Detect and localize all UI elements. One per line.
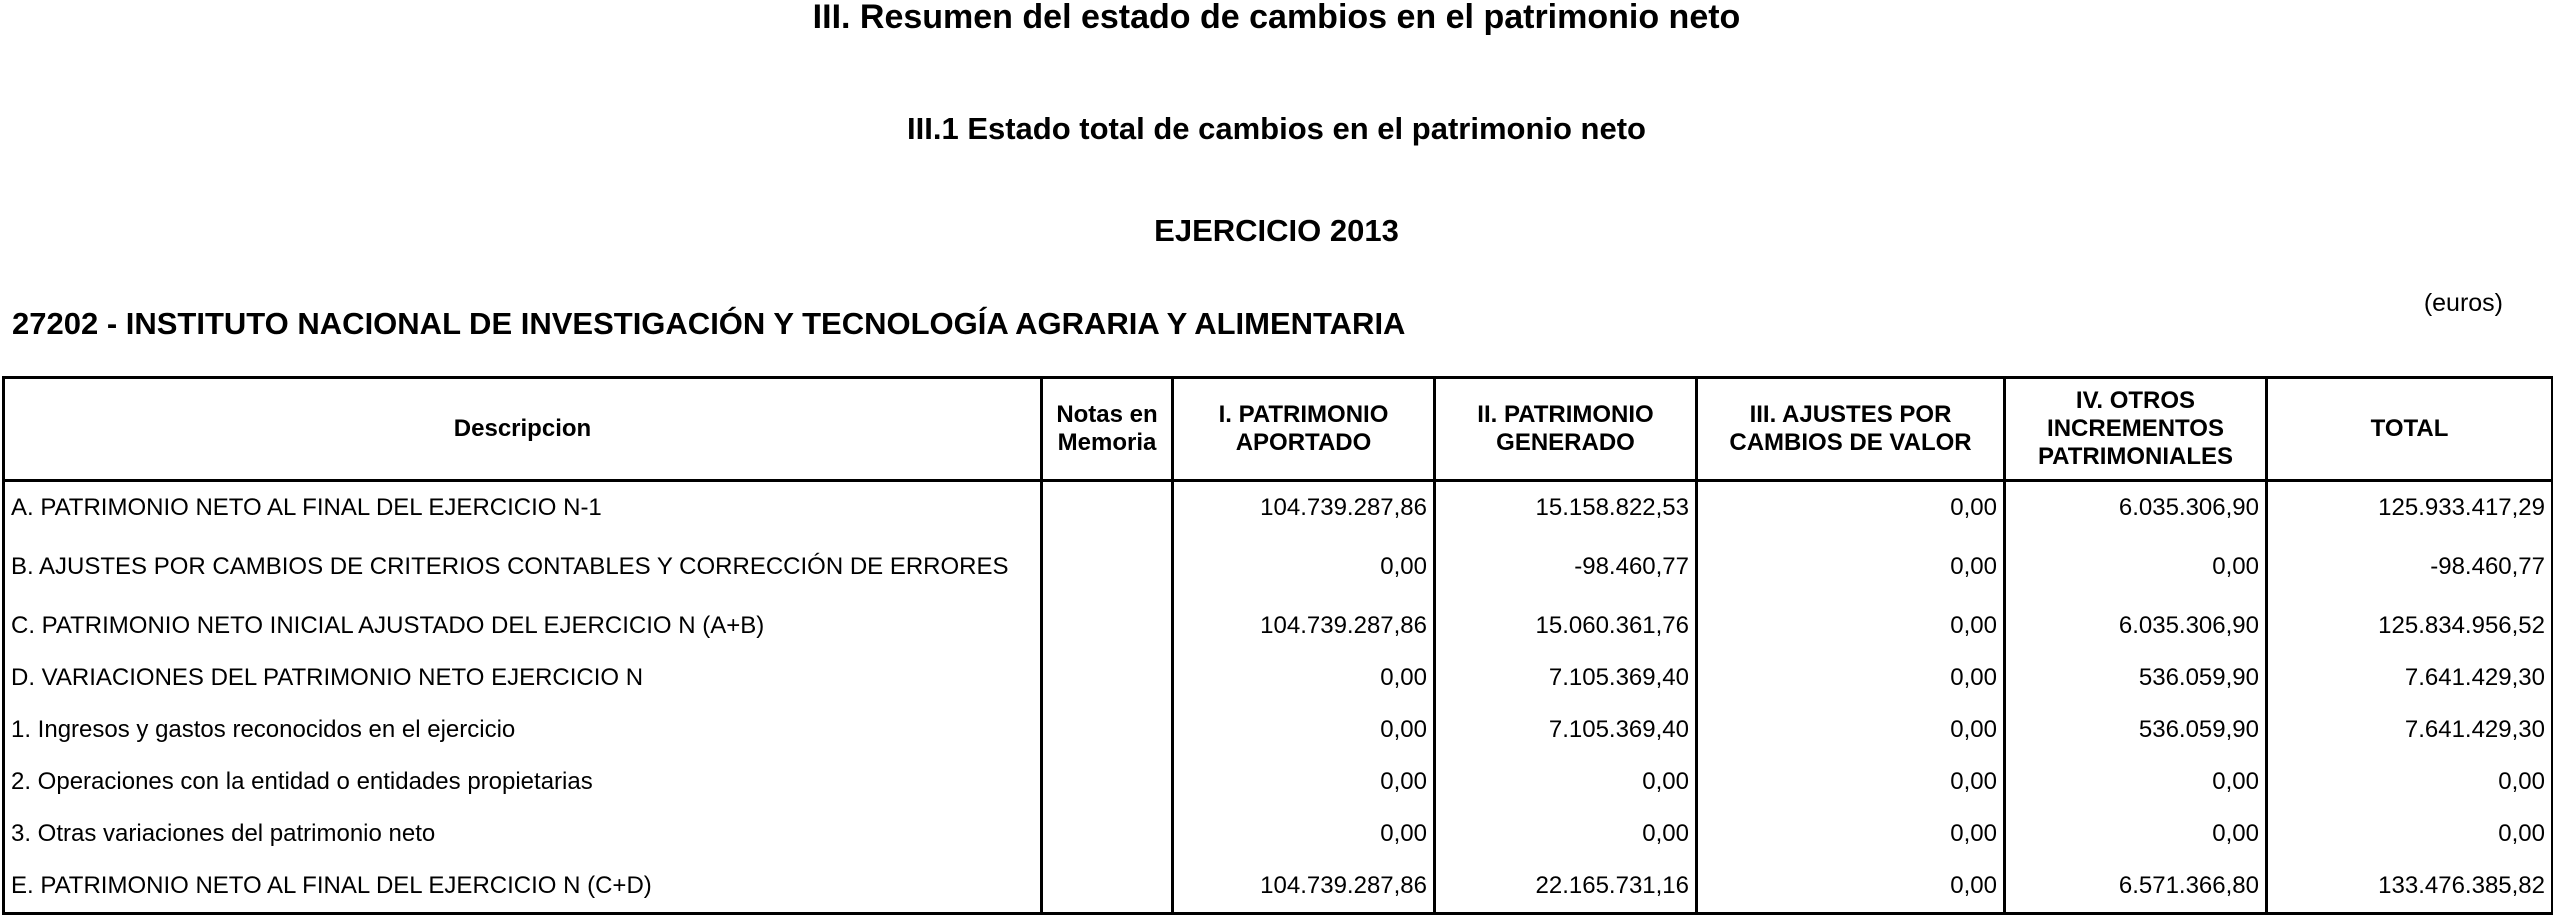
column-header-total: TOTAL [2267,378,2553,481]
row-ajustes: 0,00 [1697,481,2005,535]
row-aportado: 104.739.287,86 [1173,600,1435,652]
row-ajustes: 0,00 [1697,534,2005,600]
row-total: 0,00 [2267,808,2553,860]
row-notes [1042,756,1173,808]
row-description: B. AJUSTES POR CAMBIOS DE CRITERIOS CONTABLES Y CORRECCIÓN DE ERRORES [4,534,1042,600]
row-aportado: 104.739.287,86 [1173,860,1435,914]
row-total: 133.476.385,82 [2267,860,2553,914]
table-header-row [4,378,2553,481]
table-row [4,652,2553,704]
row-aportado: 0,00 [1173,652,1435,704]
row-total: 7.641.429,30 [2267,652,2553,704]
row-description: C. PATRIMONIO NETO INICIAL AJUSTADO DEL EJERCICIO N (A+B) [4,600,1042,652]
row-notes [1042,534,1173,600]
table-row [4,481,2553,535]
row-total: -98.460,77 [2267,534,2553,600]
row-otros: 536.059,90 [2005,704,2267,756]
row-ajustes: 0,00 [1697,704,2005,756]
entity-name: 27202 - INSTITUTO NACIONAL DE INVESTIGACIÓN Y TECNOLOGÍA AGRARIA Y ALIMENTARIA [12,306,1406,341]
row-otros: 0,00 [2005,534,2267,600]
row-generado: 15.060.361,76 [1435,600,1697,652]
table-row [4,808,2553,860]
row-notes [1042,652,1173,704]
row-ajustes: 0,00 [1697,600,2005,652]
row-ajustes: 0,00 [1697,756,2005,808]
row-description: E. PATRIMONIO NETO AL FINAL DEL EJERCICIO N (C+D) [4,860,1042,914]
row-description: D. VARIACIONES DEL PATRIMONIO NETO EJERCICIO N [4,652,1042,704]
row-total: 7.641.429,30 [2267,704,2553,756]
row-description: A. PATRIMONIO NETO AL FINAL DEL EJERCICIO N-1 [4,481,1042,535]
table-row [4,860,2553,914]
row-generado: -98.460,77 [1435,534,1697,600]
fiscal-year: EJERCICIO 2013 [1154,213,1399,248]
row-description: 3. Otras variaciones del patrimonio neto [4,808,1042,860]
equity-changes-table [2,376,2553,915]
row-description: 2. Operaciones con la entidad o entidades propietarias [4,756,1042,808]
row-generado: 0,00 [1435,808,1697,860]
row-aportado: 0,00 [1173,756,1435,808]
row-generado: 0,00 [1435,756,1697,808]
row-notes [1042,860,1173,914]
row-otros: 6.035.306,90 [2005,600,2267,652]
row-ajustes: 0,00 [1697,808,2005,860]
row-total: 0,00 [2267,756,2553,808]
row-otros: 0,00 [2005,808,2267,860]
table-row [4,534,2553,600]
column-header-ajustes: III. AJUSTES POR CAMBIOS DE VALOR [1697,378,2005,481]
row-notes [1042,481,1173,535]
table-row [4,756,2553,808]
column-header-generado: II. PATRIMONIO GENERADO [1435,378,1697,481]
row-otros: 0,00 [2005,756,2267,808]
column-header-otros: IV. OTROS INCREMENTOS PATRIMONIALES [2005,378,2267,481]
row-aportado: 0,00 [1173,534,1435,600]
row-aportado: 104.739.287,86 [1173,481,1435,535]
report-subtitle: III.1 Estado total de cambios en el patrimonio neto [907,111,1646,146]
table-row [4,704,2553,756]
table-row [4,600,2553,652]
column-header-notes: Notas en Memoria [1042,378,1173,481]
row-aportado: 0,00 [1173,808,1435,860]
row-description: 1. Ingresos y gastos reconocidos en el ejercicio [4,704,1042,756]
row-notes [1042,600,1173,652]
row-total: 125.933.417,29 [2267,481,2553,535]
row-notes [1042,808,1173,860]
row-otros: 6.035.306,90 [2005,481,2267,535]
row-otros: 536.059,90 [2005,652,2267,704]
column-header-aportado: I. PATRIMONIO APORTADO [1173,378,1435,481]
column-header-description: Descripcion [4,378,1042,481]
row-generado: 7.105.369,40 [1435,704,1697,756]
row-generado: 7.105.369,40 [1435,652,1697,704]
row-ajustes: 0,00 [1697,860,2005,914]
currency-units: (euros) [2423,289,2503,317]
row-total: 125.834.956,52 [2267,600,2553,652]
report-title: III. Resumen del estado de cambios en el patrimonio neto [812,0,1741,36]
row-otros: 6.571.366,80 [2005,860,2267,914]
row-ajustes: 0,00 [1697,652,2005,704]
row-generado: 15.158.822,53 [1435,481,1697,535]
row-notes [1042,704,1173,756]
row-generado: 22.165.731,16 [1435,860,1697,914]
row-aportado: 0,00 [1173,704,1435,756]
